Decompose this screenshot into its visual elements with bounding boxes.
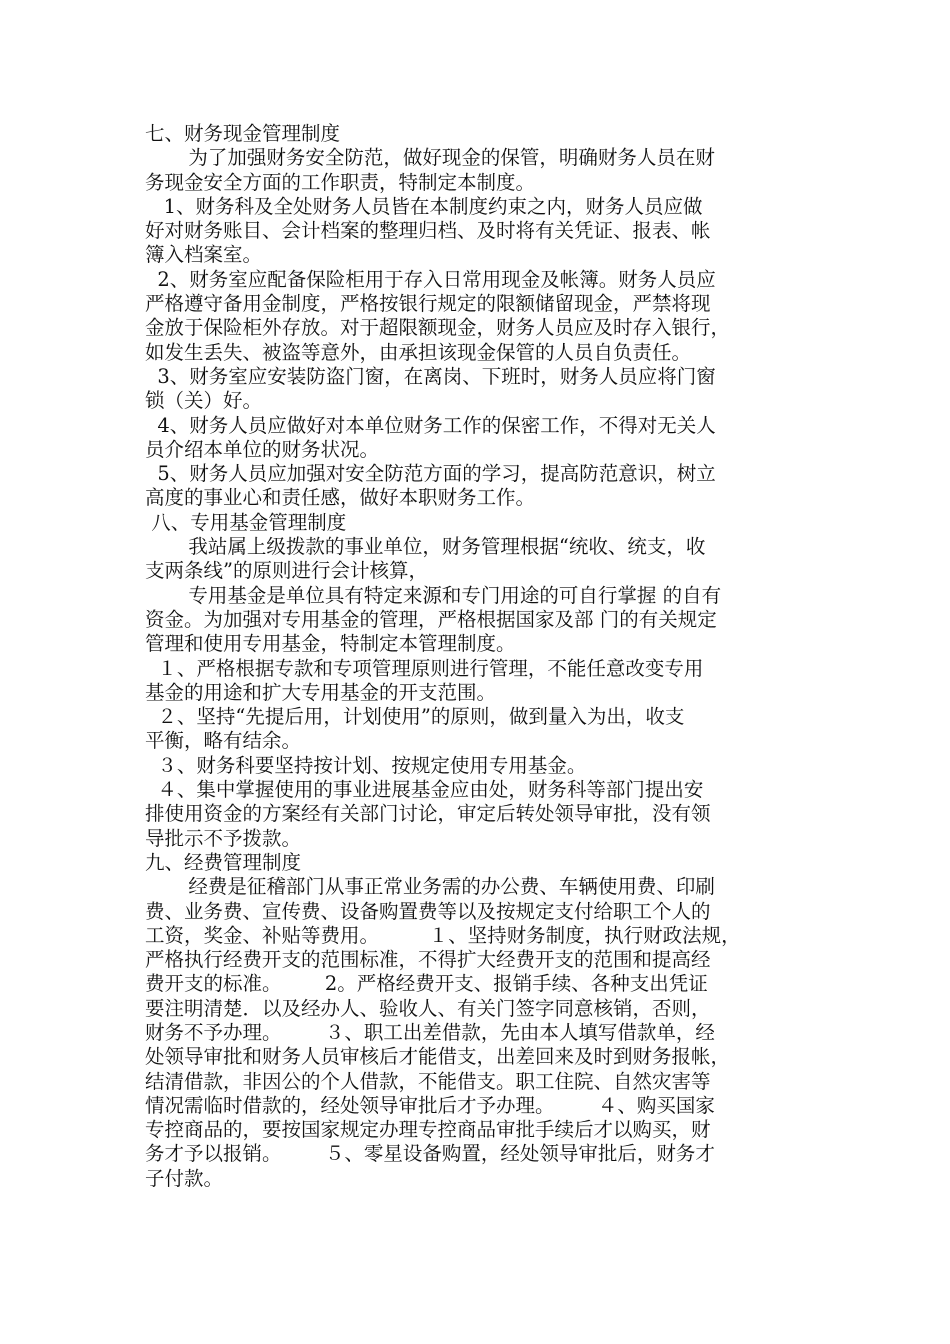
text-line: 专控商品的，要按国家规定办理专控商品审批手续后才以购买，财 — [145, 1118, 711, 1142]
text-line: 七、财务现金管理制度 — [145, 122, 341, 145]
document-body — [145, 122, 810, 1191]
text-line: １、严格根据专款和专项管理原则进行管理，不能任意改变专用 — [145, 656, 704, 680]
text-line: 平衡，略有结余。 — [145, 729, 302, 753]
text-line: 九、经费管理制度 — [145, 850, 302, 874]
text-line: 好对财务账目、会计档案的整理归档、及时将有关凭证、报表、帐 — [145, 219, 711, 243]
text-line: ４、集中掌握使用的事业进展基金应由处，财务科等部门提出安 — [145, 778, 704, 802]
text-line: 费开支的标准。 2。严格经费开支、报销手续、各种支出凭证 — [145, 972, 708, 996]
text-line: 为了加强财务安全防范，做好现金的保管，明确财务人员在财 — [145, 146, 715, 170]
text-line: 资金。为加强对专用基金的管理，严格根据国家及部 门的有关规定 — [145, 607, 717, 631]
text-line: 八、专用基金管理制度 — [145, 510, 347, 534]
text-line: 2、财务室应配备保险柜用于存入日常用现金及帐簿。财务人员应 — [145, 267, 716, 291]
text-line: 财务不予办理。 ３、职工出差借款，先由本人填写借款单，经 — [145, 1020, 715, 1044]
text-line: 务现金安全方面的工作职责，特制定本制度。 — [145, 170, 536, 194]
text-line: 支两条线”的原则进行会计核算， — [145, 559, 428, 583]
text-line: 3、财务室应安装防盗门窗，在离岗、下班时，财务人员应将门窗 — [145, 364, 716, 388]
text-line: 高度的事业心和责任感，做好本职财务工作。 — [145, 486, 536, 510]
text-line: 务才予以报销。 ５、零星设备购置，经处领导审批后，财务才 — [145, 1142, 715, 1166]
text-line: 锁（关）好。 — [145, 389, 263, 413]
text-line: 我站属上级拨款的事业单位，财务管理根据“统收、统支，收 — [145, 535, 706, 559]
text-line: 基金的用途和扩大专用基金的开支范围。 — [145, 680, 497, 704]
text-line: 管理和使用专用基金，特制定本管理制度。 — [145, 632, 516, 656]
text-line: 结清借款，非因公的个人借款，不能借支。职工住院、自然灾害等 — [145, 1069, 711, 1093]
text-line: 要注明清楚．以及经办人、验收人、有关门签字同意核销，否则， — [145, 996, 711, 1020]
text-line: 员介绍本单位的财务状况。 — [145, 437, 380, 461]
text-line: ３、财务科要坚持按计划、按规定使用专用基金。 — [145, 753, 587, 777]
text-line: 工资，奖金、补贴等费用。 １、坚持财务制度，执行财政法规， — [145, 923, 741, 947]
text-line: 如发生丢失、被盗等意外，由承担该现金保管的人员自负责任。 — [145, 340, 692, 364]
text-line: 费、业务费、宣传费、设备购置费等以及按规定支付给职工个人的 — [145, 899, 711, 923]
text-line: ２、坚持“先提后用，计划使用”的原则，做到量入为出，收支 — [145, 705, 685, 729]
text-line: 5、财务人员应加强对安全防范方面的学习，提高防范意识，树立 — [145, 462, 716, 486]
text-line: 1、财务科及全处财务人员皆在本制度约束之内，财务人员应做 — [145, 194, 703, 218]
text-line: 处领导审批和财务人员审核后才能借支，出差回来及时到财务报帐， — [145, 1045, 731, 1069]
text-line: 排使用资金的方案经有关部门讨论，审定后转处领导审批，没有领 — [145, 802, 711, 826]
text-line: 严格遵守备用金制度，严格按银行规定的限额储留现金，严禁将现 — [145, 292, 711, 316]
text-line: 严格执行经费开支的范围标准，不得扩大经费开支的范围和提高经 — [145, 948, 711, 972]
text-line: 情况需临时借款的，经处领导审批后才予办理。 ４、购买国家 — [145, 1093, 715, 1117]
text-line: 4、财务人员应做好对本单位财务工作的保密工作，不得对无关人 — [145, 413, 716, 437]
text-line: 簿入档案室。 — [145, 243, 263, 267]
text-line: 专用基金是单位具有特定来源和专门用途的可自行掌握 的自有 — [145, 583, 722, 607]
text-line: 导批示不予拨款。 — [145, 826, 302, 850]
text-line: 经费是征稽部门从事正常业务需的办公费、车辆使用费、印刷 — [145, 875, 715, 899]
text-line: 子付款。 — [145, 1166, 224, 1190]
text-line: 金放于保险柜外存放。对于超限额现金，财务人员应及时存入银行， — [145, 316, 731, 340]
